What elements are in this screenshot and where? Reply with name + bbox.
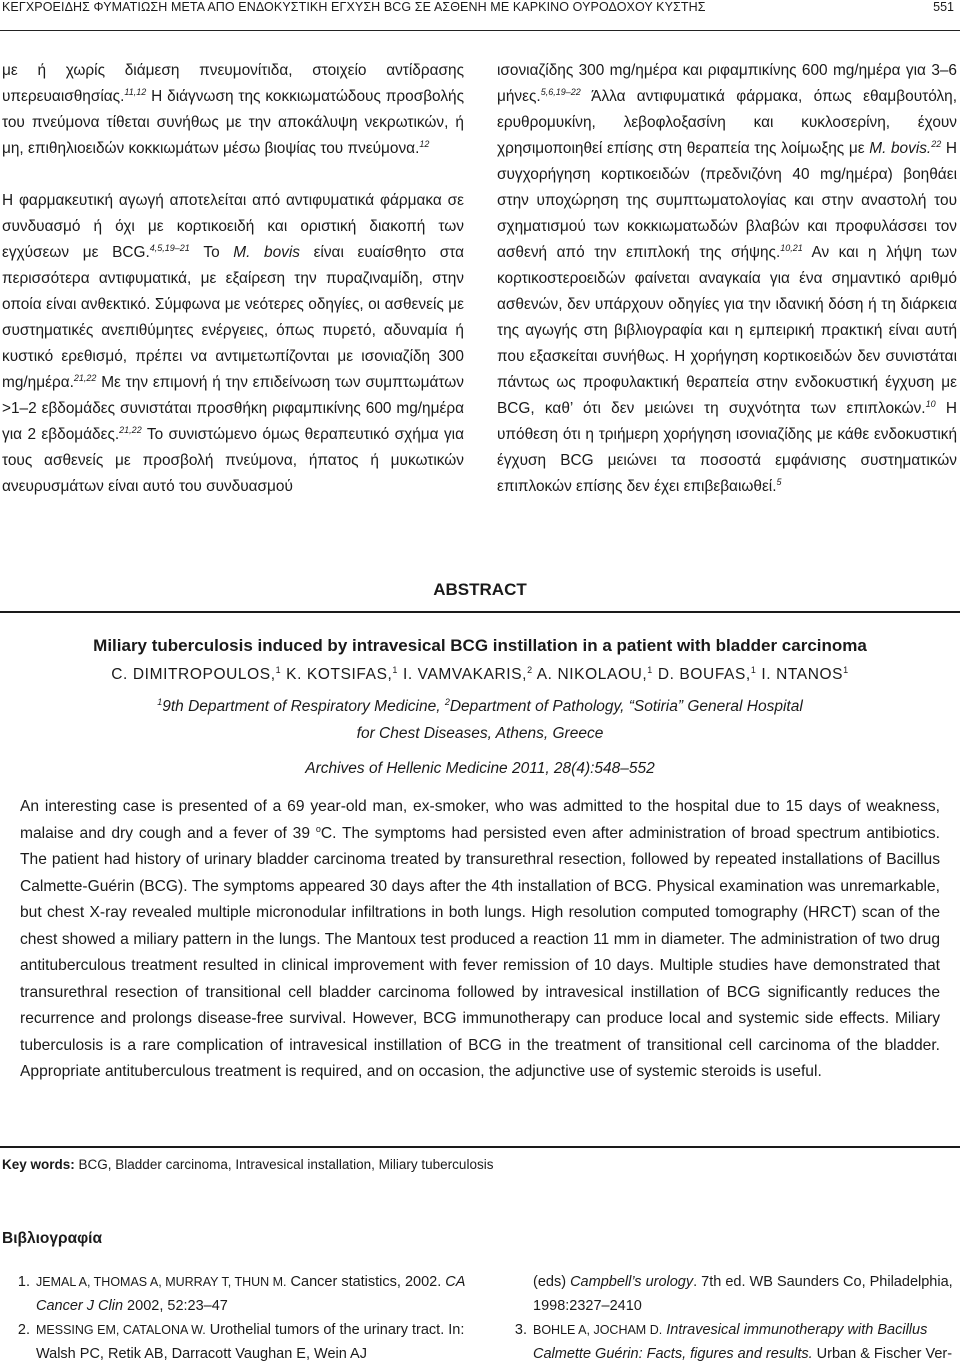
author-list: C. DIMITROPOULOS,$^1$ K. KOTSIFAS,$^1$ I. VAMVAKARIS,$^2$ A. NIKOLAOU,$^1$ D. BOUFAS,$^1$ I. NTANOS$^1$ — [111, 665, 849, 683]
citation-ref: 22 — [931, 139, 942, 149]
references-heading: Βιβλιογραφία — [2, 1230, 103, 1247]
running-head: ΚΕΓΧΡΟΕΙΔΗΣ ΦΥΜΑΤΙΩΣΗ ΜΕΤΑ ΑΠΟ ΕΝΔΟΚΥΣΤΙΚΗ ΕΓΧΥΣΗ BCG ΣΕ ΑΣΘΕΝΗ ΜΕ ΚΑΡΚΙΝΟ ΟΥΡΟΔΟΧΟΥ ΚΥΣΤΗΣ — [2, 0, 706, 14]
journal-citation: Archives of Hellenic Medicine 2011, 28(4):548–552 — [305, 760, 655, 777]
body-paragraph: ισονιαζίδης 300 mg/ημέρα και ριφαμπικίνης 600 mg/ημέρα για 3–6 μήνες.$^{5,6,19-22}$ Άλλα αντιφυματικά φάρμακα, όπως εθαμβουτόλη, ερυθρομυκίνη, λεβοφλοξασίνη και κυκλοσερίνη, έχουν χρησιμοποιηθεί επίσης στη θεραπεία της λοίμωξης με M. bovis.$^{22}$ Η συγχορήγηση κορτικοειδών (πρεδνιζόνη 40 mg/ημέρα) βοηθάει στην υποχώρηση της συμπτωματολογίας και στην αναστολή του σχηματισμού των κοκκιωματωδών βλαβών και προφυλάσσει τον ασθενή από την επιπλοκή της σήψης.$^{10,21}$ Αν και η λήψη των κορτικοστεροειδών φαίνεται αναγκαία για ένα σημαντικό αριθμό ασθενών, δεν υπάρχουν οδηγίες για την ιδανική δόση ή τη διάρκεια της αγωγής στη βιβλιογραφία και η εμπειρική πρακτική είναι αυτή που εξασκείται συνήθως. Η χορήγηση κορτικοειδών δεν συνιστάται πάντως ως προφυλακτική θεραπεία στην ενδοκυστική έγχυση με BCG, καθ’ ότι δεν μειώνει τη συχνότητα των επιπλοκών.$^{10}$ Η υπόθεση ότι η τριήμερη χορήγηση ισονιαζίδης με κάθε ενδοκυστική έγχυση BCG μειώνει τα ποσοστά εμφάνισης συστηματικών επιπλοκών επίσης δεν έχει επιβεβαιωθεί.$^5$ — [497, 62, 958, 495]
citation-ref: 12 — [419, 139, 430, 149]
reference-item-continued: (eds) Campbell’s urology. 7th ed. WB Saunders Co, Philadelphia, 1998:2327–2410 — [533, 1274, 953, 1314]
right-column — [497, 58, 957, 500]
citation-ref: 5 — [776, 477, 782, 487]
left-column — [2, 58, 464, 500]
abstract-body: An interesting case is presented of a 69 year-old man, ex-smoker, who was admitted to the hospital due to 15 days of weakness, malaise and dry cough and a fever of 39 $^o$C. The symptoms had persisted even after administration of broad spectrum antibiotics. The patient had history of urinary bladder carcinoma treated by transurethral resection, followed by repeated installations of Bacillus Calmette-Guérin (BCG). The symptoms appeared 30 days after the 4th installation of BCG. Physical examination was unremarkable, but chest X-ray revealed multiple micronodular infiltrations in both lungs. High resolution computed tomography (HRCT) scan of the chest showed a miliary pattern in the lungs. The Mantoux test produced a reaction 11 mm in diameter. The administration of two drug antituberculous treatment resulted in clinical improvement with fever remission of 10 days. Multiple studies have demonstrated that transurethral resection of transitional cell bladder carcinoma followed by intravesical instillation of BCG significantly reduces the recurrence and prolongs disease-free survival. However, BCG immunotherapy can produce local and systemic side effects. Miliary tuberculosis is a rare complication of intravesical instillation of BCG in the treatment of transitional cell carcinoma of the bladder. Appropriate antituberculous treatment is required, and on occasion, the adjunctive use of systemic steroids is useful. — [20, 798, 940, 1080]
reference-item: 2. MESSING EM, CATALONA W. Urothelial tumors of the urinary tract. In: Walsh PC, Retik AB, Darracott Vaughan E, Wein AJ — [17, 1322, 465, 1362]
citation-ref: 11,12 — [124, 87, 147, 97]
citation-ref: 21,22 — [119, 425, 142, 435]
citation-ref: 10 — [925, 399, 936, 409]
running-header — [0, 0, 960, 31]
divider-bottom — [0, 1146, 960, 1148]
divider-top — [0, 611, 960, 613]
page-number: 551 — [933, 0, 954, 14]
references-left — [0, 1270, 470, 1366]
reference-item: 1. JEMAL A, THOMAS A, MURRAY T, THUN M. Cancer statistics, 2002. CA Cancer J Clin 2002, 52:23–47 — [17, 1274, 465, 1314]
citation-ref: 4,5,19–21 — [149, 243, 190, 253]
citation-ref: 5,6,19–22 — [540, 87, 581, 97]
article-title: Miliary tuberculosis induced by intravesical BCG instillation in a patient with bladder carcinoma — [93, 636, 867, 655]
references-right — [497, 1270, 960, 1366]
abstract-heading: ABSTRACT — [433, 580, 527, 599]
affiliation: $^1$9th Department of Respiratory Medicine, $^2$Department of Pathology, “Sotiria” General Hospital for Chest Diseases, Athens, Greece — [157, 697, 803, 742]
reference-item: 3. BOHLE A, JOCHAM D. Intravesical immunotherapy with Bacillus Calmette Guérin: Facts, figures and results. Urban & Fischer Ver- — [514, 1322, 953, 1362]
citation-ref: 10,21 — [780, 243, 803, 253]
keywords: Key words: BCG, Bladder carcinoma, Intravesical installation, Miliary tuberculosis — [2, 1157, 494, 1172]
citation-ref: 21,22 — [73, 373, 97, 383]
body-paragraph: με ή χωρίς διάμεση πνευμονίτιδα, στοιχείο αντίδρασης υπερευαισθησίας.$^{11,12}$ Η διάγνωση της κοκκιωματώδους προσβολής του πνεύμονα τίθεται συνήθως με την αποκάλυψη νεκρωτικών, ή μη, επιθηλιοειδών κοκκιωμάτων μέσω βιοψίας του πνεύμονα.$^{12}$ — [2, 62, 464, 157]
body-paragraph: Η φαρμακευτική αγωγή αποτελείται από αντιφυματικά φάρμακα σε συνδυασμό ή όχι με κορτικοειδή και οριστική διακοπή των εγχύσεων με BCG.$^{4,5,19-21}$ Το M. bovis είναι ευαίσθητο στα περισσότερα αντιφυματικά, με εξαίρεση την πυραζιναμίδη, στην οποία είναι ανθεκτικό. Σύμφωνα με νεότερες οδηγίες, οι ασθενείς με συστηματικές ανεπιθύμητες ενέργειες, όπως πυρετό, αδυναμία ή κυστικό ερεθισμό, πρέπει να αντιμετωπίζονται με ισονιαζίδη 300 mg/ημέρα.$^{21,22}$ Με την επιμονή ή την επιδείνωση των συμπτωμάτων >1–2 εβδομάδες συνιστάται προσθήκη ριφαμπικίνης 600 mg/ημέρα για 2 εβδομάδες.$^{21,22}$ Το συνιστώμενο όμως θεραπευτικό σχήμα για τους ασθενείς με προσβολή πνεύμονα, ήπατος ή μυκωτικών ανευρυσμάτων είναι αυτό του συνδυασμού — [2, 192, 464, 495]
